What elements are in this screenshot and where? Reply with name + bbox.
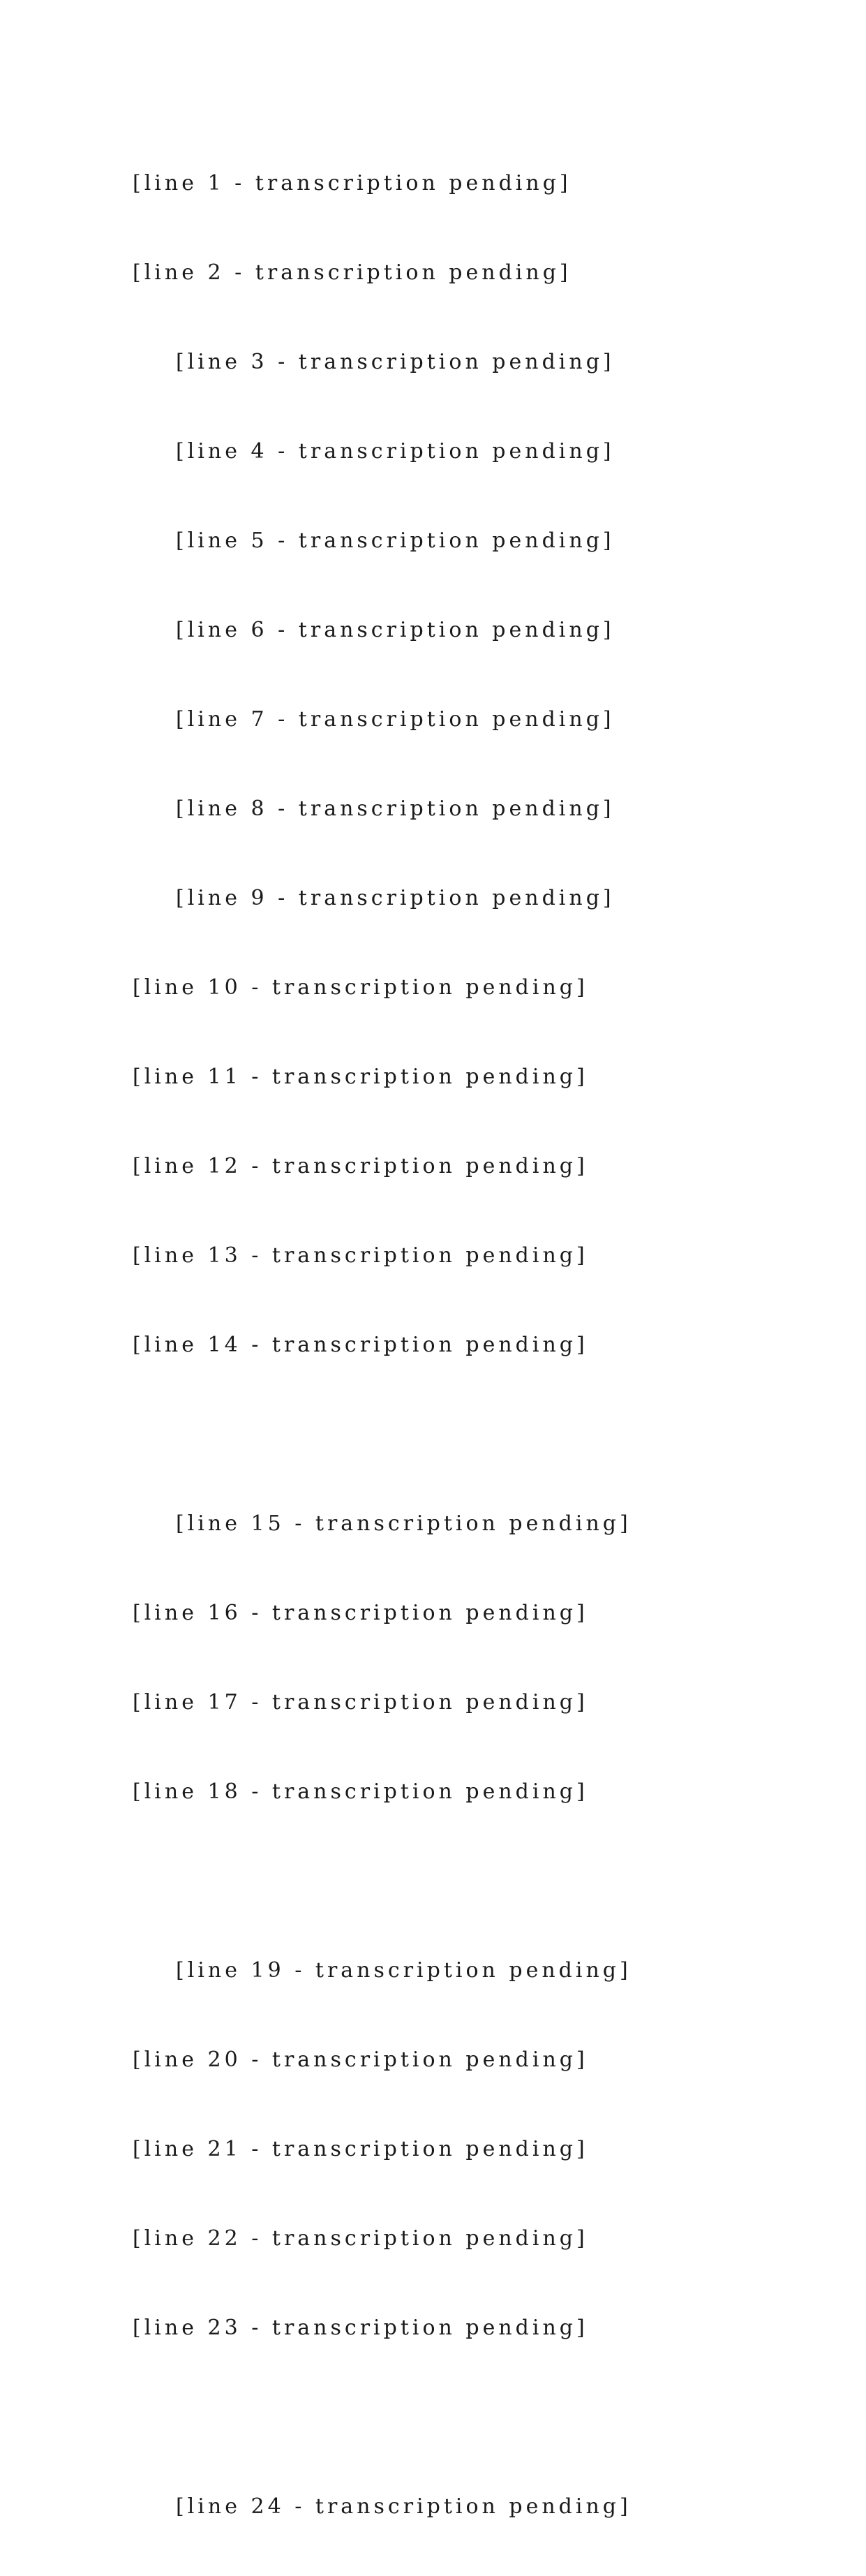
text-line: [line 3 - transcription pending] bbox=[176, 350, 615, 374]
text-line: [line 16 - transcription pending] bbox=[133, 1601, 588, 1625]
text-line: [line 18 - transcription pending] bbox=[133, 1779, 588, 1804]
text-line: [line 19 - transcription pending] bbox=[176, 1958, 632, 1983]
text-line: [line 12 - transcription pending] bbox=[133, 1154, 588, 1178]
paragraph-gap bbox=[133, 1861, 733, 1902]
text-line: [line 5 - transcription pending] bbox=[176, 528, 615, 553]
text-line: [line 23 - transcription pending] bbox=[133, 2316, 588, 2340]
document-body bbox=[133, 114, 733, 2576]
text-line: [line 11 - transcription pending] bbox=[133, 1065, 588, 1089]
text-line: [line 15 - transcription pending] bbox=[176, 1511, 632, 1536]
text-line: [line 7 - transcription pending] bbox=[176, 707, 615, 732]
text-line: [line 22 - transcription pending] bbox=[133, 2226, 588, 2251]
text-line: [line 2 - transcription pending] bbox=[133, 260, 572, 285]
text-line: [line 13 - transcription pending] bbox=[133, 1243, 588, 1268]
text-line: [line 21 - transcription pending] bbox=[133, 2137, 588, 2161]
text-line: [line 1 - transcription pending] bbox=[133, 171, 572, 195]
paragraph-gap bbox=[133, 2397, 733, 2438]
text-line: [line 9 - transcription pending] bbox=[176, 886, 615, 910]
text-line: [line 6 - transcription pending] bbox=[176, 618, 615, 642]
text-line: [line 4 - transcription pending] bbox=[176, 439, 615, 464]
paragraph-gap bbox=[133, 1414, 733, 1455]
text-line: [line 10 - transcription pending] bbox=[133, 975, 588, 1000]
text-line: [line 8 - transcription pending] bbox=[176, 797, 615, 821]
text-line: [line 24 - transcription pending] bbox=[176, 2494, 632, 2519]
text-line: [line 17 - transcription pending] bbox=[133, 1690, 588, 1715]
text-line: [line 20 - transcription pending] bbox=[133, 2048, 588, 2072]
text-line: [line 14 - transcription pending] bbox=[133, 1333, 588, 1357]
